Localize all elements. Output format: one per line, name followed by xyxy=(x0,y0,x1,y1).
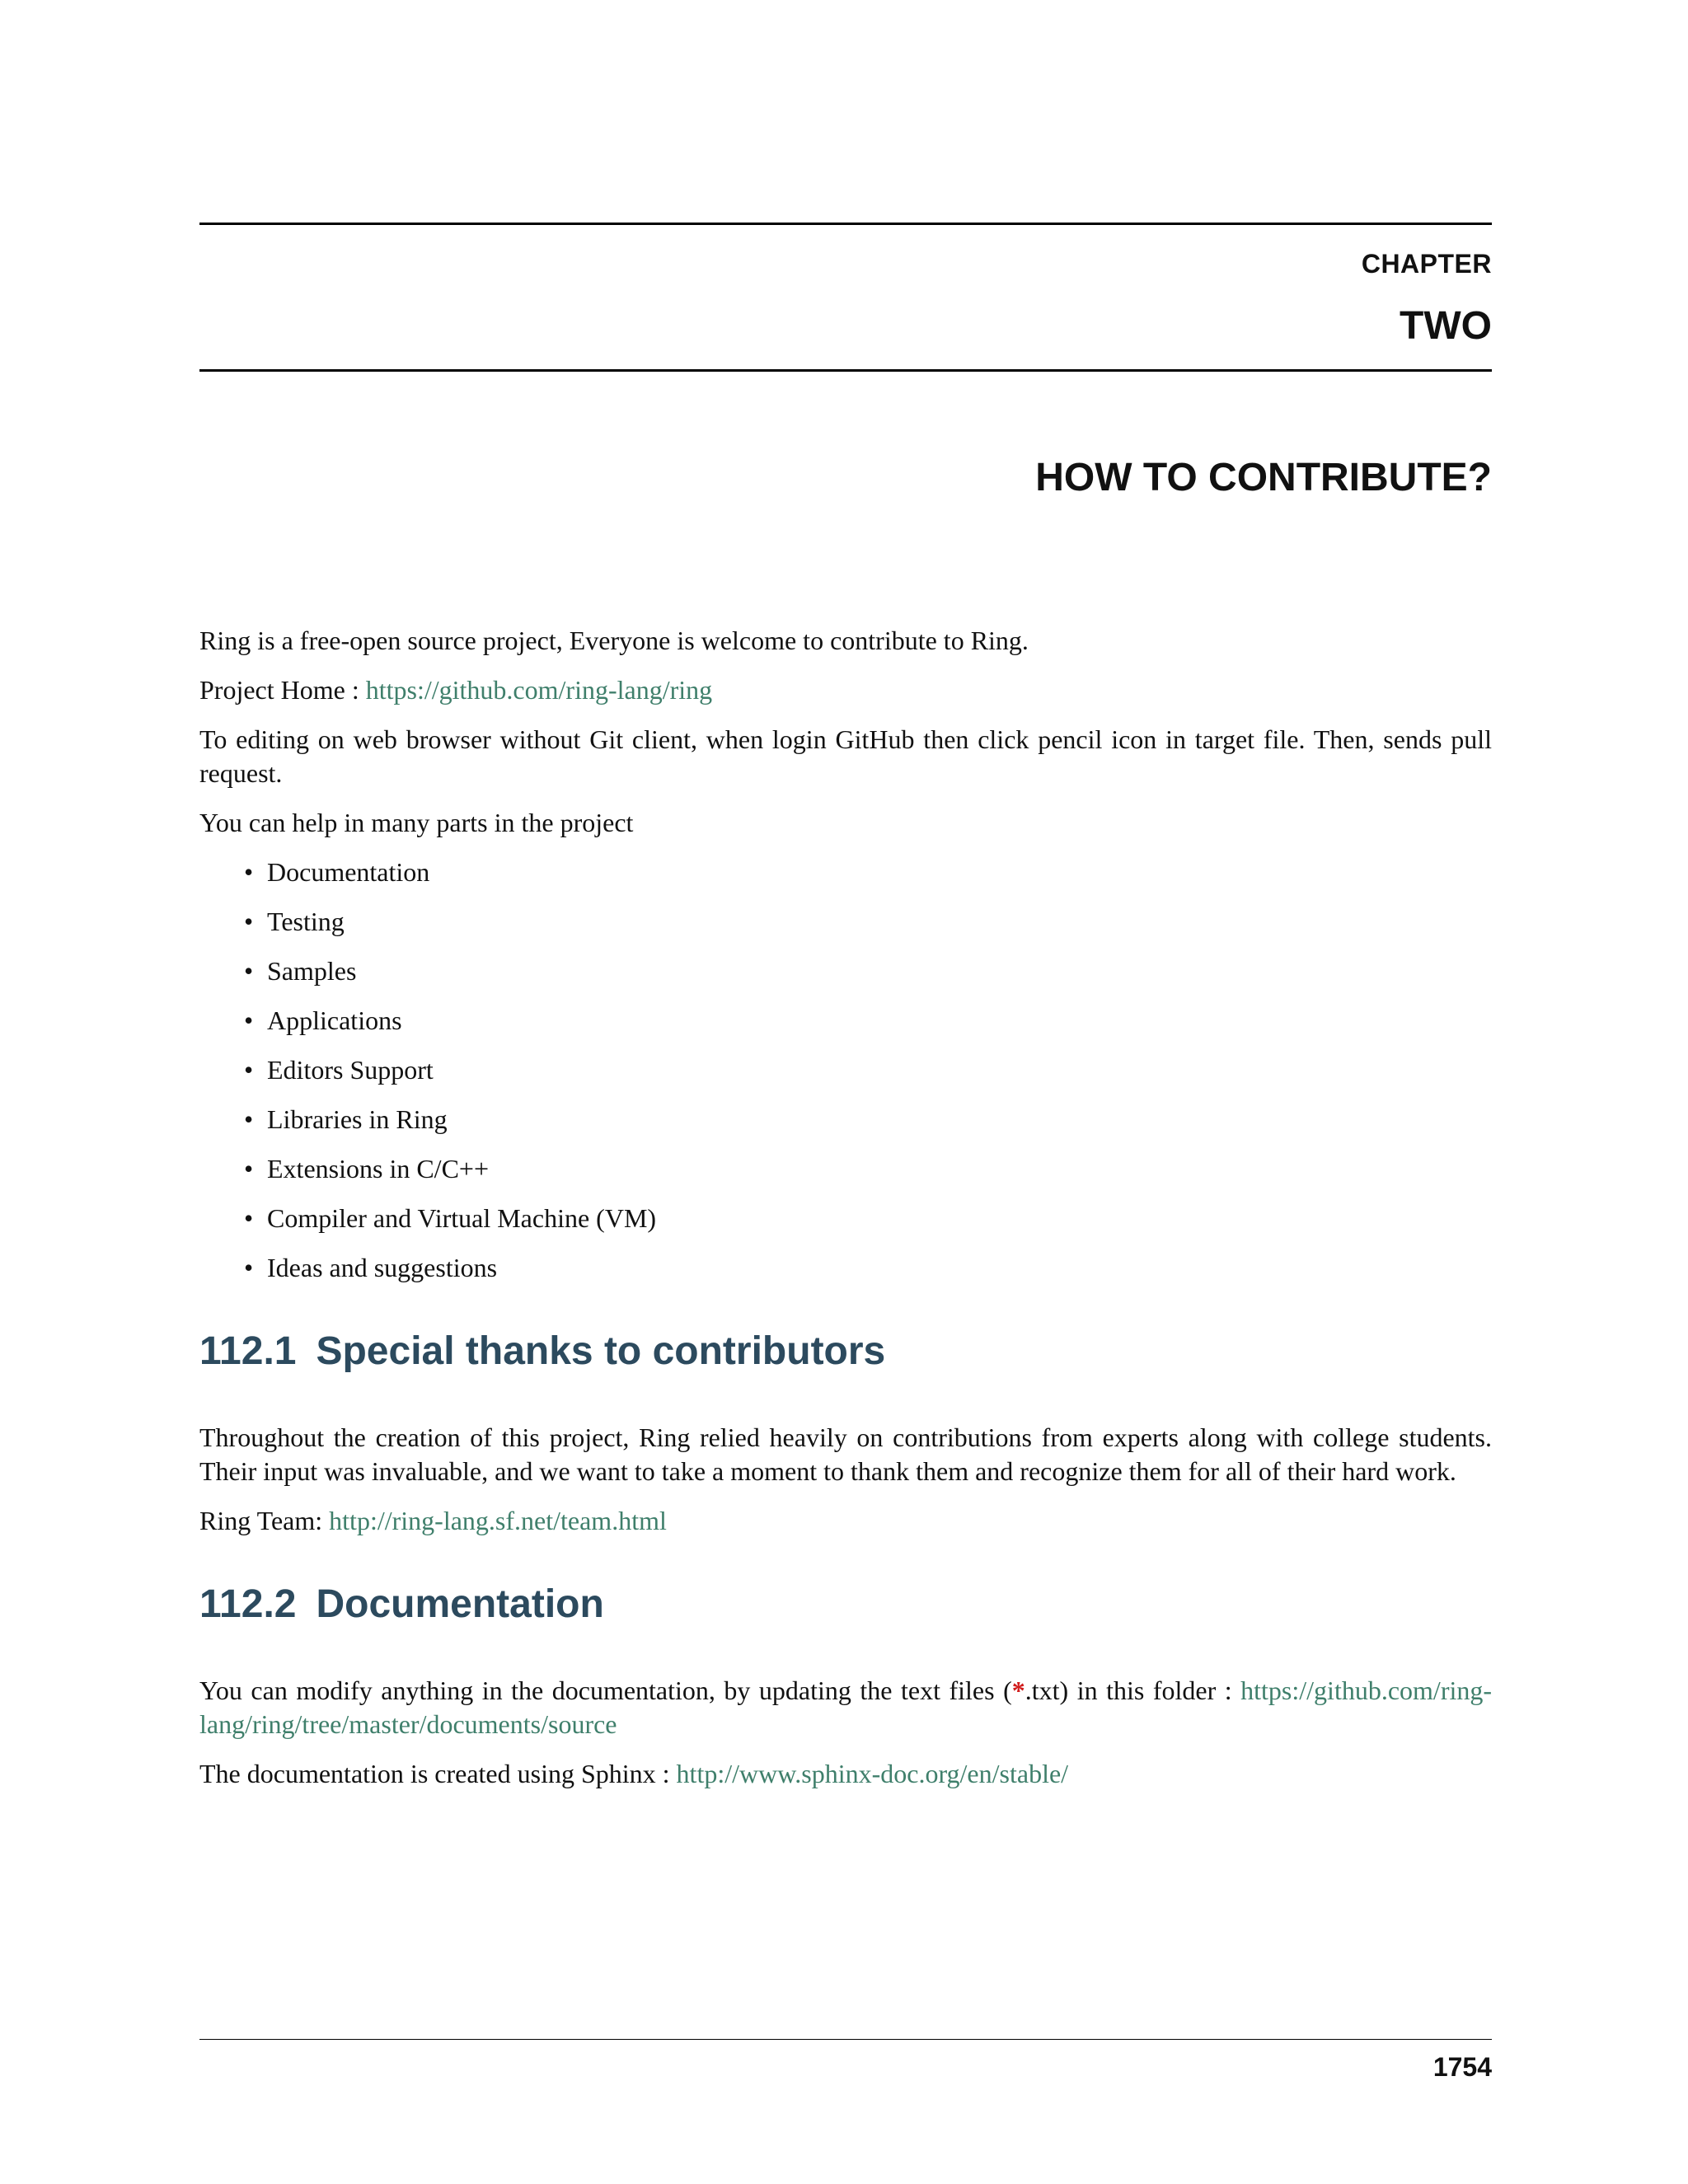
list-item: • Documentation xyxy=(199,855,1492,889)
chapter-top-rule xyxy=(199,223,1492,225)
list-item: • Applications xyxy=(199,1004,1492,1038)
footer-rule xyxy=(199,2039,1492,2040)
documentation-text: You can modify anything in the documentation, by updating the text files ( xyxy=(199,1675,1012,1705)
sphinx-label: The documentation is created using Sphinx : xyxy=(199,1759,677,1788)
help-items-list xyxy=(199,855,1492,1285)
list-item: • Compiler and Virtual Machine (VM) xyxy=(199,1202,1492,1235)
section-title: Documentation xyxy=(316,1582,604,1626)
page-number: 1754 xyxy=(1432,2052,1492,2082)
intro-paragraph: Ring is a free-open source project, Everyone is welcome to contribute to Ring. xyxy=(199,626,1029,655)
team-link[interactable]: http://ring-lang.sf.net/team.html xyxy=(329,1506,667,1535)
documentation-paragraph xyxy=(199,1674,1492,1741)
chapter-label: CHAPTER xyxy=(1361,249,1492,279)
asterisk-highlight: * xyxy=(1011,1675,1025,1705)
team-paragraph xyxy=(199,1504,1492,1538)
sphinx-link[interactable]: http://www.sphinx-doc.org/en/stable/ xyxy=(676,1759,1069,1788)
document-page xyxy=(199,0,1492,2184)
section-number: 112.1 xyxy=(199,1329,297,1373)
chapter-number: TWO xyxy=(1400,304,1492,348)
list-item: • Libraries in Ring xyxy=(199,1103,1492,1137)
contributors-paragraph: Throughout the creation of this project, Ring relied heavily on contributions from experts along with college students. Their input was invaluable, and we want to take a moment to thank them and recognize them for all of their hard work. xyxy=(199,1422,1492,1486)
help-paragraph: You can help in many parts in the project xyxy=(199,808,634,837)
project-home-label: Project Home : xyxy=(199,675,366,705)
project-home-link[interactable]: https://github.com/ring-lang/ring xyxy=(365,675,713,705)
list-item: • Extensions in C/C++ xyxy=(199,1152,1492,1186)
section-heading-documentation xyxy=(199,1582,1492,1628)
list-item: • Testing xyxy=(199,905,1492,939)
project-home-paragraph xyxy=(199,673,1492,707)
editing-paragraph: To editing on web browser without Git client, when login GitHub then click pencil icon in target file. Then, sends pull request. xyxy=(199,724,1492,788)
section-number: 112.2 xyxy=(199,1582,297,1626)
list-item: • Editors Support xyxy=(199,1053,1492,1087)
chapter-bottom-rule xyxy=(199,369,1492,372)
sphinx-paragraph xyxy=(199,1757,1492,1791)
team-label: Ring Team: xyxy=(199,1506,330,1535)
documentation-source-link[interactable]: https://github.com/ring-lang/ring/tree/master/documents/source xyxy=(199,1675,1493,1739)
list-item: • Ideas and suggestions xyxy=(199,1251,1492,1285)
chapter-title: HOW TO CONTRIBUTE? xyxy=(1035,456,1492,499)
section-heading-contributors xyxy=(199,1329,1492,1375)
section-title: Special thanks to contributors xyxy=(316,1329,886,1373)
documentation-text-after: .txt) in this folder : xyxy=(1025,1675,1241,1705)
document-body xyxy=(199,624,1492,1807)
list-item: • Samples xyxy=(199,954,1492,988)
